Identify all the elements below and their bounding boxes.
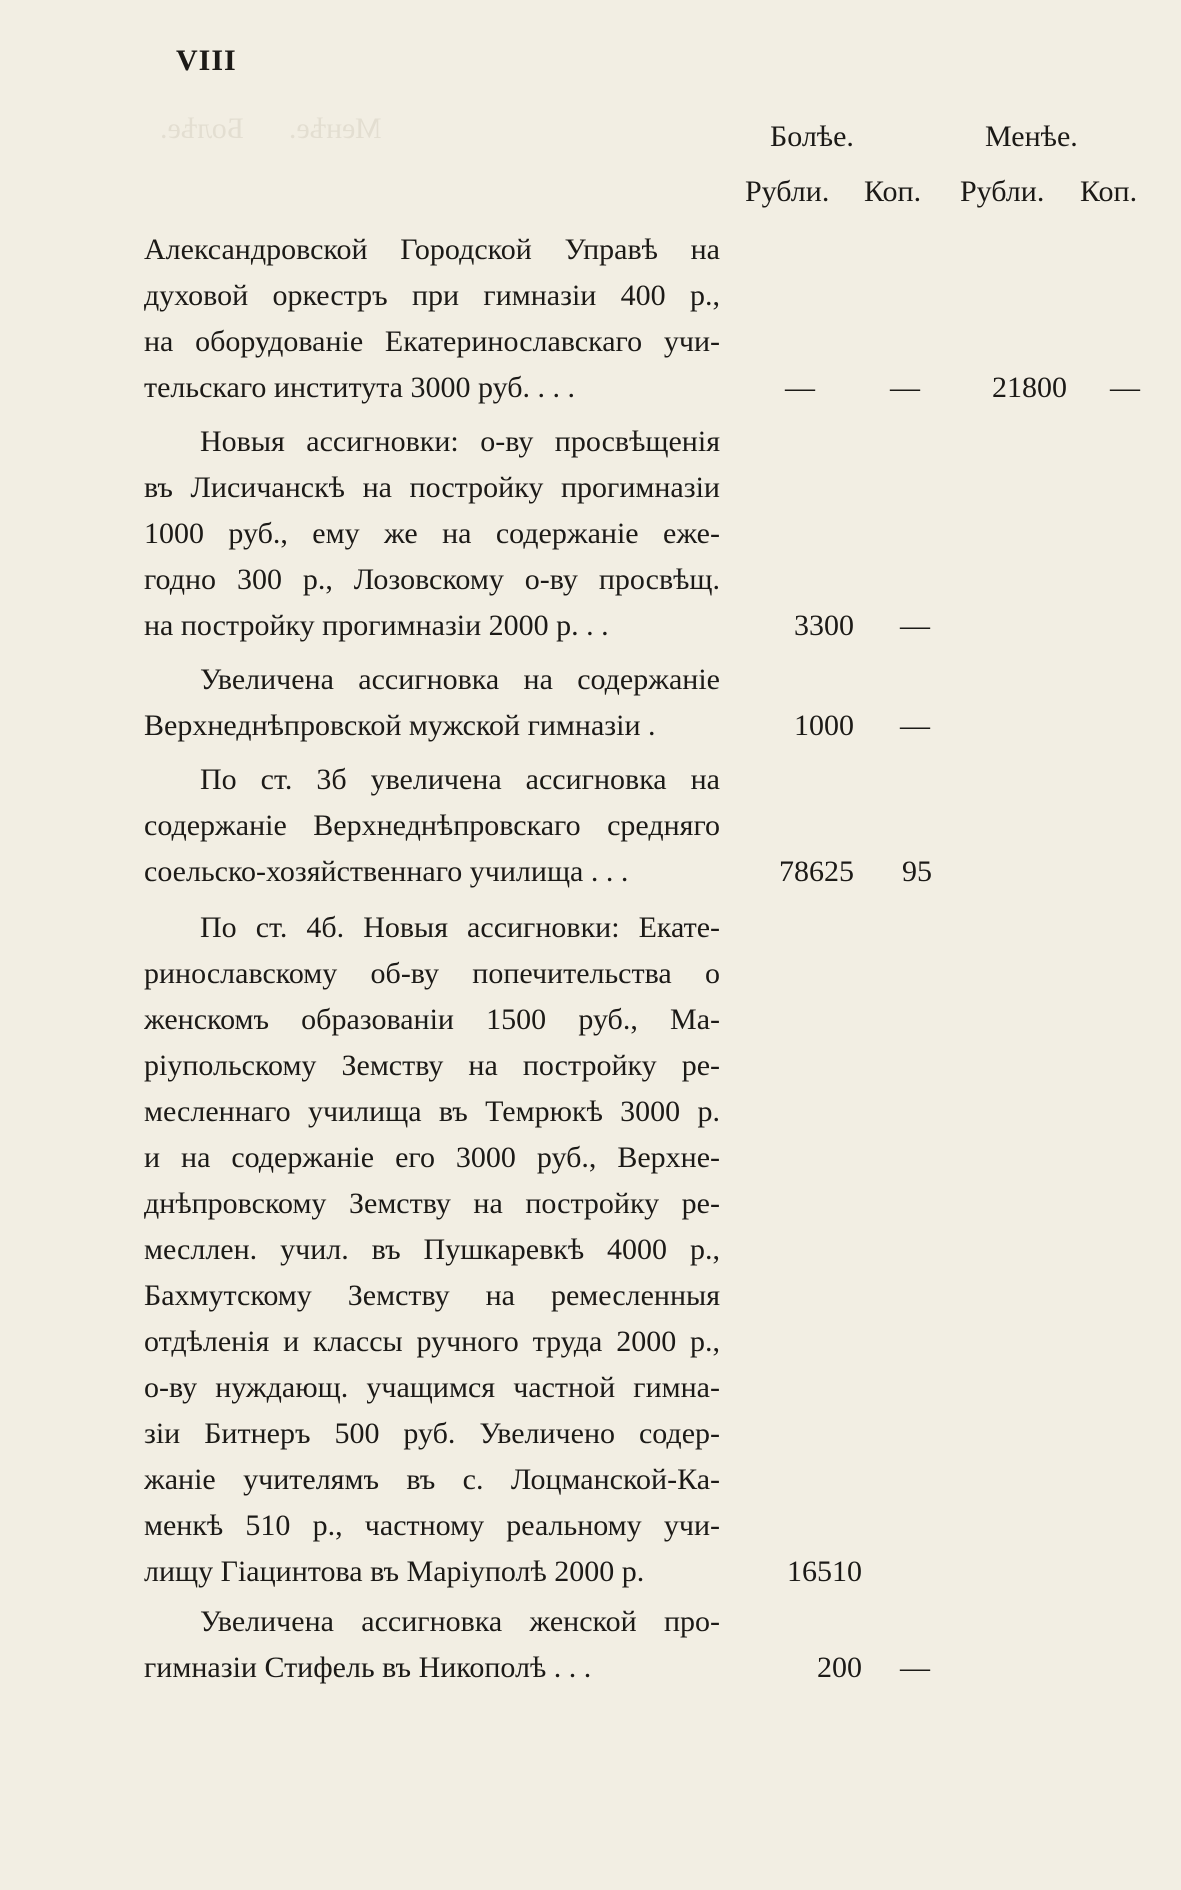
amount-less-kopecks: — xyxy=(1110,371,1140,404)
amount-more-rubles: 16510 xyxy=(787,1555,862,1588)
amount-more-kopecks: 95 xyxy=(902,855,932,888)
column-header-rubles-more: Рубли. xyxy=(745,175,830,208)
column-header-kopecks-more: Коп. xyxy=(864,175,922,208)
amount-more-rubles: 1000 xyxy=(794,709,854,742)
amount-more-kopecks: — xyxy=(900,1651,930,1684)
entry-line: ріупольскому Земству на постройку ре- xyxy=(144,1049,720,1082)
entry-line: Новыя ассигновки: о-ву просвѣщенія xyxy=(200,425,720,458)
ledger-entry xyxy=(144,419,720,649)
entry-line: По ст. 3б увеличена ассигновка на xyxy=(200,763,720,796)
entry-line: ринославскому об-ву попечительства о xyxy=(144,957,720,990)
entry-line: днѣпровскому Земству на постройку ре- xyxy=(144,1187,720,1220)
amount-less-rubles: 21800 xyxy=(992,371,1067,404)
entry-line: соельско-хозяйственнаго училища . . . xyxy=(144,855,629,888)
column-header-less: Менѣе. xyxy=(985,120,1078,153)
page-number: VIII xyxy=(176,44,237,77)
entry-line: жаніе учителямъ въ с. Лоцманской-Ка- xyxy=(144,1463,720,1496)
entry-line: 1000 руб., ему же на содержаніе еже- xyxy=(144,517,720,550)
amount-more-kopecks: — xyxy=(890,371,920,404)
entry-line: духовой оркестръ при гимназіи 400 р., xyxy=(144,279,720,312)
entry-line: тельскаго института 3000 руб. . . . xyxy=(144,371,575,404)
bleed-through-text: Менѣе. Болѣе. xyxy=(160,112,382,145)
entry-line: Бахмутскому Земству на ремесленныя xyxy=(144,1279,720,1312)
amount-more-rubles: — xyxy=(785,371,815,404)
entry-line: менкѣ 510 р., частному реальному учи- xyxy=(144,1509,720,1542)
entry-line: гимназіи Стифель въ Никополѣ . . . xyxy=(144,1651,592,1684)
entry-line: женскомъ образованіи 1500 руб., Ма- xyxy=(144,1003,720,1036)
entry-line: о-ву нуждающ. учащимся частной гимна- xyxy=(144,1371,720,1404)
ledger-entry xyxy=(144,227,720,411)
entry-line: Александровской Городской Управѣ на xyxy=(144,233,720,266)
ledger-entry xyxy=(144,905,720,1595)
entry-line: Верхнеднѣпровской мужской гимназіи . xyxy=(144,709,656,742)
amount-more-kopecks: — xyxy=(900,709,930,742)
column-header-rubles-less: Рубли. xyxy=(960,175,1045,208)
entry-line: и на содержаніе его 3000 руб., Верхне- xyxy=(144,1141,720,1174)
ledger-entry xyxy=(144,1599,720,1691)
column-header-kopecks-less: Коп. xyxy=(1080,175,1138,208)
entry-line: месленнаго училища въ Темрюкѣ 3000 р. xyxy=(144,1095,720,1128)
entry-line: на постройку прогимназіи 2000 р. . . xyxy=(144,609,609,642)
entry-line: По ст. 4б. Новыя ассигновки: Екате- xyxy=(200,911,720,944)
entry-line: Увеличена ассигновка на содержаніе xyxy=(200,663,720,696)
entry-line: зіи Битнеръ 500 руб. Увеличено содер- xyxy=(144,1417,720,1450)
amount-more-rubles: 3300 xyxy=(794,609,854,642)
amount-more-rubles: 78625 xyxy=(779,855,854,888)
entry-line: лищу Гіацинтова въ Маріуполѣ 2000 р. xyxy=(144,1555,645,1588)
entry-line: месллен. учил. въ Пушкаревкѣ 4000 р., xyxy=(144,1233,720,1266)
ledger-entry xyxy=(144,757,720,895)
entry-line: на оборудованіе Екатеринославскаго учи- xyxy=(144,325,720,358)
amount-more-kopecks: — xyxy=(900,609,930,642)
amount-more-kopecks xyxy=(880,1549,932,1595)
ledger-entry xyxy=(144,657,720,749)
entry-line: отдѣленія и классы ручного труда 2000 р., xyxy=(144,1325,720,1358)
amount-more-rubles: 200 xyxy=(817,1651,862,1684)
entry-line: содержаніе Верхнеднѣпровскаго средняго xyxy=(144,809,720,842)
column-header-more: Болѣе. xyxy=(770,120,854,153)
entry-line: годно 300 р., Лозовскому о-ву просвѣщ. xyxy=(144,563,720,596)
entry-line: въ Лисичанскѣ на постройку прогимназіи xyxy=(144,471,720,504)
entry-line: Увеличена ассигновка женской про- xyxy=(200,1605,720,1638)
